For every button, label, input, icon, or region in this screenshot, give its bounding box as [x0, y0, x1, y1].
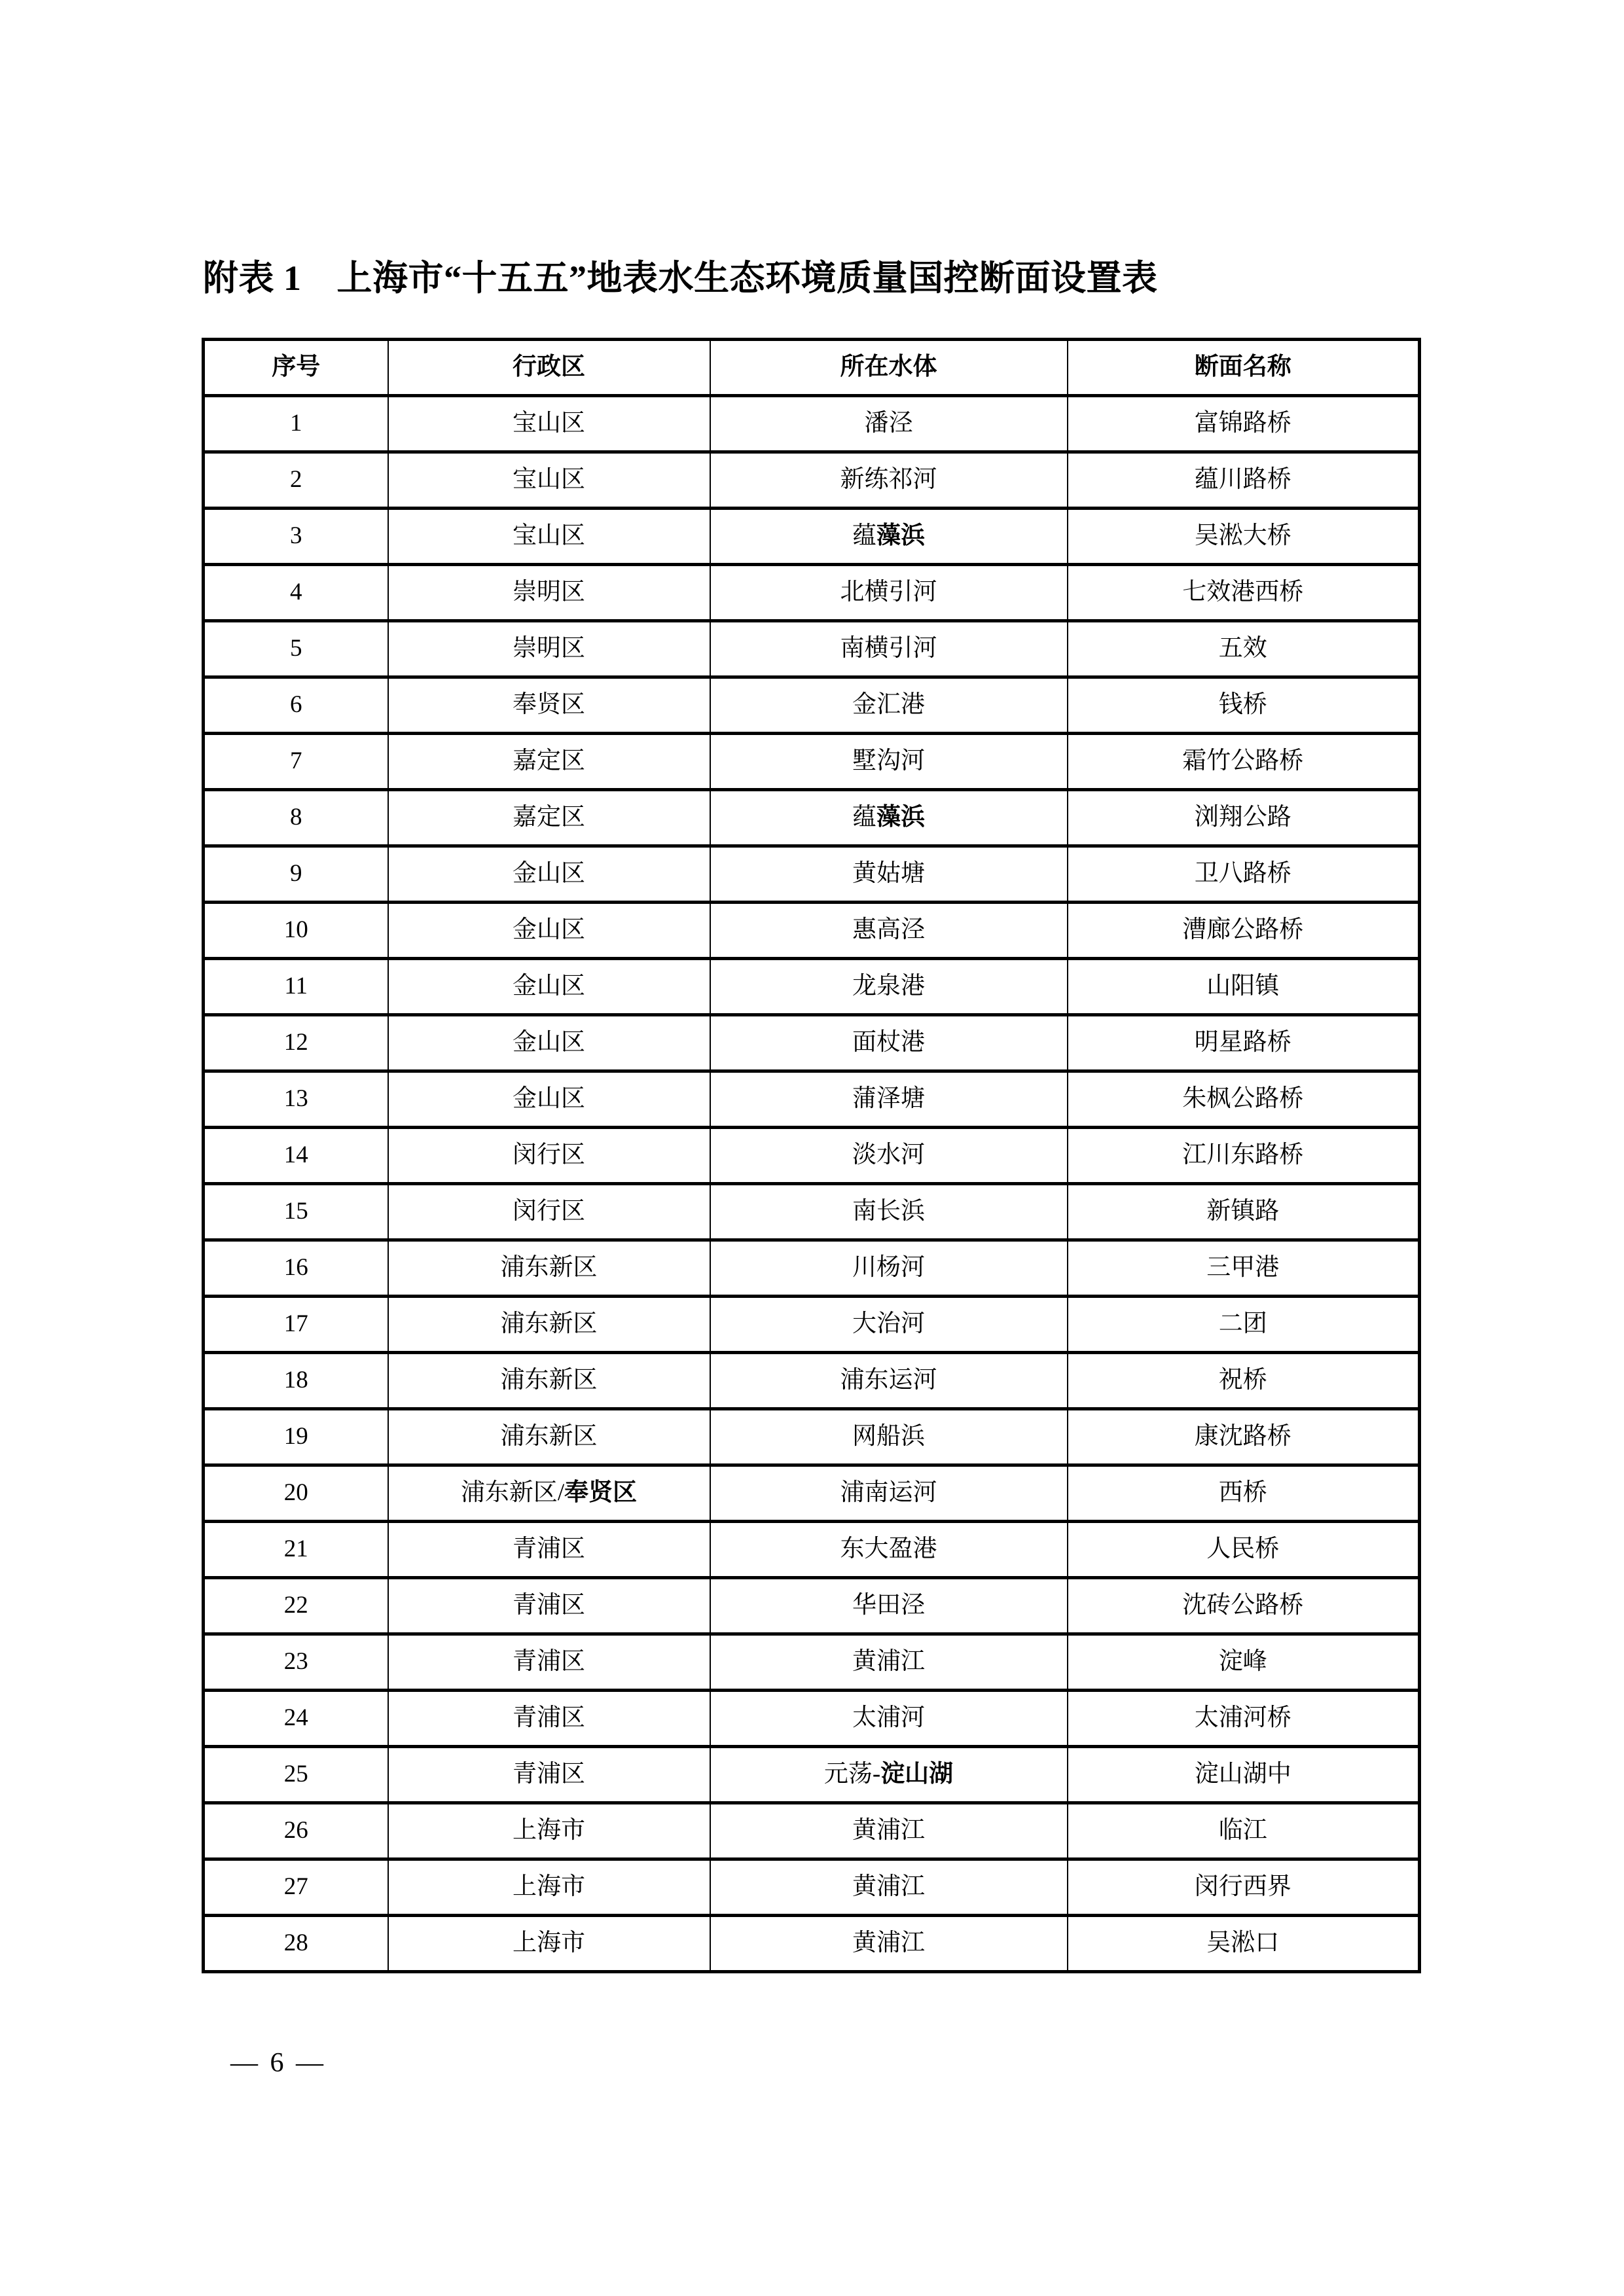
waterbody-plain: 太浦河: [852, 1704, 925, 1732]
cell-district: [388, 1803, 710, 1859]
waterbody-plain: 华田泾: [852, 1592, 925, 1619]
district-plain: 浦东新区: [500, 1423, 598, 1450]
cell-no: 13: [204, 1071, 388, 1128]
waterbody-plain: 新练祁河: [840, 466, 937, 493]
cell-district: [388, 959, 710, 1015]
table-row: [204, 1297, 1420, 1353]
waterbody-plain: 浦东运河: [840, 1367, 937, 1394]
cell-district: [388, 1747, 710, 1803]
cell-waterbody: [710, 565, 1068, 621]
cell-district: [388, 1465, 710, 1522]
waterbody-plain: 大治河: [852, 1310, 925, 1338]
district-plain: 上海市: [513, 1873, 585, 1901]
district-plain: 崇明区: [513, 579, 585, 606]
table-header: [204, 340, 1420, 396]
cell-section-name: 太浦河桥: [1068, 1691, 1420, 1747]
cell-no: 2: [204, 452, 388, 509]
district-plain: 金山区: [513, 916, 585, 944]
cell-section-name: 二团: [1068, 1297, 1420, 1353]
district-plain: 浦东新区: [500, 1367, 598, 1394]
district-plain: 奉贤区: [513, 691, 585, 719]
cell-district: [388, 1071, 710, 1128]
table-row: [204, 621, 1420, 677]
cell-no: 27: [204, 1859, 388, 1916]
waterbody-plain: 南横引河: [840, 635, 937, 662]
cell-waterbody: [710, 1747, 1068, 1803]
cell-no: 16: [204, 1240, 388, 1297]
cell-section-name: 康沈路桥: [1068, 1409, 1420, 1465]
cell-section-name: 山阳镇: [1068, 959, 1420, 1015]
district-plain: 崇明区: [513, 635, 585, 662]
cell-waterbody: [710, 396, 1068, 452]
table-row: [204, 565, 1420, 621]
cell-no: 14: [204, 1128, 388, 1184]
cell-section-name: 新镇路: [1068, 1184, 1420, 1240]
table-row: [204, 1465, 1420, 1522]
district-plain: 青浦区: [513, 1761, 585, 1788]
cell-waterbody: [710, 1859, 1068, 1916]
district-plain: 嘉定区: [513, 804, 585, 831]
waterbody-emphasis: 淀山湖: [880, 1761, 954, 1788]
cell-section-name: 吴淞口: [1068, 1916, 1420, 1972]
table-row: [204, 509, 1420, 565]
waterbody-plain: 蕴: [852, 804, 876, 831]
cell-waterbody: [710, 677, 1068, 734]
cell-section-name: 吴淞大桥: [1068, 509, 1420, 565]
district-plain: 青浦区: [513, 1704, 585, 1732]
cell-district: [388, 1015, 710, 1071]
table-row: [204, 1128, 1420, 1184]
cell-section-name: 闵行西界: [1068, 1859, 1420, 1916]
cell-no: 11: [204, 959, 388, 1015]
waterbody-plain: 淡水河: [852, 1141, 925, 1169]
cell-section-name: 沈砖公路桥: [1068, 1578, 1420, 1634]
table-row: [204, 1859, 1420, 1916]
waterbody-plain: 东大盈港: [840, 1535, 937, 1563]
monitoring-sections-table: [202, 338, 1421, 1973]
waterbody-plain: 川杨河: [852, 1254, 925, 1282]
cell-waterbody: [710, 790, 1068, 846]
cell-district: [388, 509, 710, 565]
waterbody-plain: 元荡-: [823, 1761, 881, 1788]
district-plain: 青浦区: [513, 1648, 585, 1676]
page-title: [203, 258, 1447, 298]
cell-district: [388, 1353, 710, 1409]
district-plain: 青浦区: [513, 1592, 585, 1619]
waterbody-plain: 蕴: [852, 522, 876, 550]
cell-waterbody: [710, 621, 1068, 677]
cell-no: 28: [204, 1916, 388, 1972]
cell-no: 7: [204, 734, 388, 790]
table-body: [204, 396, 1420, 1972]
waterbody-emphasis: 藻浜: [876, 522, 925, 550]
waterbody-plain: 南长浜: [852, 1198, 925, 1225]
column-header-section: 断面名称: [1068, 340, 1420, 396]
waterbody-plain: 网船浜: [852, 1423, 925, 1450]
cell-section-name: 西桥: [1068, 1465, 1420, 1522]
cell-waterbody: [710, 1634, 1068, 1691]
cell-no: 9: [204, 846, 388, 903]
cell-section-name: 祝桥: [1068, 1353, 1420, 1409]
cell-waterbody: [710, 846, 1068, 903]
cell-section-name: 漕廊公路桥: [1068, 903, 1420, 959]
cell-section-name: 江川东路桥: [1068, 1128, 1420, 1184]
cell-no: 24: [204, 1691, 388, 1747]
cell-section-name: 人民桥: [1068, 1522, 1420, 1578]
table-row: [204, 1691, 1420, 1747]
cell-district: [388, 1522, 710, 1578]
cell-section-name: 浏翔公路: [1068, 790, 1420, 846]
cell-section-name: 淀峰: [1068, 1634, 1420, 1691]
table-row: [204, 734, 1420, 790]
table-header-row: [204, 340, 1420, 396]
cell-no: 3: [204, 509, 388, 565]
waterbody-plain: 黄姑塘: [852, 860, 925, 888]
column-header-district: 行政区: [388, 340, 710, 396]
cell-no: 6: [204, 677, 388, 734]
cell-no: 8: [204, 790, 388, 846]
cell-no: 21: [204, 1522, 388, 1578]
cell-waterbody: [710, 1691, 1068, 1747]
cell-waterbody: [710, 452, 1068, 509]
table-row: [204, 959, 1420, 1015]
cell-no: 1: [204, 396, 388, 452]
cell-waterbody: [710, 1297, 1068, 1353]
district-plain: 上海市: [513, 1817, 585, 1844]
cell-waterbody: [710, 1916, 1068, 1972]
cell-district: [388, 903, 710, 959]
table-row: [204, 1353, 1420, 1409]
column-header-no: 序号: [204, 340, 388, 396]
table-row: [204, 790, 1420, 846]
waterbody-plain: 惠高泾: [852, 916, 925, 944]
waterbody-emphasis: 藻浜: [876, 804, 925, 831]
cell-section-name: 霜竹公路桥: [1068, 734, 1420, 790]
district-plain: 金山区: [513, 860, 585, 888]
table-row: [204, 1071, 1420, 1128]
cell-section-name: 卫八路桥: [1068, 846, 1420, 903]
cell-district: [388, 1859, 710, 1916]
cell-no: 19: [204, 1409, 388, 1465]
column-header-waterbody: 所在水体: [710, 340, 1068, 396]
cell-no: 10: [204, 903, 388, 959]
cell-section-name: 富锦路桥: [1068, 396, 1420, 452]
cell-district: [388, 1578, 710, 1634]
cell-waterbody: [710, 1240, 1068, 1297]
cell-waterbody: [710, 1015, 1068, 1071]
cell-section-name: 淀山湖中: [1068, 1747, 1420, 1803]
cell-no: 20: [204, 1465, 388, 1522]
district-plain: 闵行区: [513, 1198, 585, 1225]
district-plain: 金山区: [513, 1085, 585, 1113]
cell-waterbody: [710, 1128, 1068, 1184]
cell-section-name: 钱桥: [1068, 677, 1420, 734]
district-plain: 金山区: [513, 973, 585, 1000]
district-plain: 嘉定区: [513, 747, 585, 775]
cell-waterbody: [710, 509, 1068, 565]
cell-no: 5: [204, 621, 388, 677]
waterbody-plain: 龙泉港: [852, 973, 925, 1000]
table-row: [204, 396, 1420, 452]
title-main: 上海市“十五五”地表水生态环境质量国控断面设置表: [336, 259, 1158, 298]
waterbody-plain: 黄浦江: [852, 1873, 925, 1901]
cell-waterbody: [710, 734, 1068, 790]
table-row: [204, 1015, 1420, 1071]
district-plain: 宝山区: [513, 410, 585, 437]
cell-district: [388, 1691, 710, 1747]
district-plain: 青浦区: [513, 1535, 585, 1563]
cell-district: [388, 1184, 710, 1240]
district-plain: 闵行区: [513, 1141, 585, 1169]
cell-waterbody: [710, 1353, 1068, 1409]
cell-district: [388, 677, 710, 734]
district-plain: 宝山区: [513, 466, 585, 493]
cell-district: [388, 1297, 710, 1353]
cell-district: [388, 1128, 710, 1184]
table-row: [204, 1409, 1420, 1465]
cell-no: 4: [204, 565, 388, 621]
table-row: [204, 1184, 1420, 1240]
cell-waterbody: [710, 1409, 1068, 1465]
cell-district: [388, 1240, 710, 1297]
cell-no: 18: [204, 1353, 388, 1409]
cell-no: 15: [204, 1184, 388, 1240]
table-row: [204, 1240, 1420, 1297]
cell-district: [388, 1634, 710, 1691]
waterbody-plain: 潘泾: [864, 410, 913, 437]
cell-section-name: 蕴川路桥: [1068, 452, 1420, 509]
cell-no: 25: [204, 1747, 388, 1803]
cell-no: 12: [204, 1015, 388, 1071]
cell-district: [388, 790, 710, 846]
cell-district: [388, 1409, 710, 1465]
cell-section-name: 五效: [1068, 621, 1420, 677]
cell-waterbody: [710, 1071, 1068, 1128]
cell-waterbody: [710, 1578, 1068, 1634]
cell-section-name: 三甲港: [1068, 1240, 1420, 1297]
waterbody-plain: 黄浦江: [852, 1648, 925, 1676]
cell-section-name: 临江: [1068, 1803, 1420, 1859]
table-row: [204, 846, 1420, 903]
district-plain: 宝山区: [513, 522, 585, 550]
cell-district: [388, 1916, 710, 1972]
cell-no: 26: [204, 1803, 388, 1859]
table-row: [204, 452, 1420, 509]
waterbody-plain: 北横引河: [840, 579, 937, 606]
cell-district: [388, 452, 710, 509]
cell-waterbody: [710, 903, 1068, 959]
cell-no: 23: [204, 1634, 388, 1691]
cell-section-name: 明星路桥: [1068, 1015, 1420, 1071]
district-plain: 浦东新区: [500, 1254, 598, 1282]
cell-waterbody: [710, 1184, 1068, 1240]
waterbody-plain: 蒲泽塘: [852, 1085, 925, 1113]
cell-section-name: 七效港西桥: [1068, 565, 1420, 621]
table-row: [204, 1634, 1420, 1691]
waterbody-plain: 金汇港: [852, 691, 925, 719]
cell-waterbody: [710, 1522, 1068, 1578]
table-row: [204, 1803, 1420, 1859]
title-prefix: 附表 1: [203, 259, 302, 298]
table-row: [204, 677, 1420, 734]
district-plain: 浦东新区/: [460, 1479, 565, 1507]
cell-district: [388, 734, 710, 790]
table-row: [204, 1916, 1420, 1972]
waterbody-plain: 黄浦江: [852, 1929, 925, 1957]
cell-district: [388, 621, 710, 677]
table-row: [204, 903, 1420, 959]
cell-district: [388, 396, 710, 452]
table-row: [204, 1522, 1420, 1578]
table-row: [204, 1578, 1420, 1634]
district-plain: 上海市: [513, 1929, 585, 1957]
waterbody-plain: 面杖港: [852, 1029, 925, 1056]
cell-waterbody: [710, 1803, 1068, 1859]
waterbody-plain: 墅沟河: [852, 747, 925, 775]
waterbody-plain: 浦南运河: [840, 1479, 937, 1507]
table-row: [204, 1747, 1420, 1803]
cell-no: 22: [204, 1578, 388, 1634]
monitoring-sections-table-wrapper: [202, 338, 1418, 1973]
cell-section-name: 朱枫公路桥: [1068, 1071, 1420, 1128]
waterbody-plain: 黄浦江: [852, 1817, 925, 1844]
district-plain: 金山区: [513, 1029, 585, 1056]
cell-no: 17: [204, 1297, 388, 1353]
page-number: — 6 —: [230, 2048, 326, 2078]
cell-waterbody: [710, 959, 1068, 1015]
cell-district: [388, 846, 710, 903]
cell-waterbody: [710, 1465, 1068, 1522]
district-plain: 浦东新区: [500, 1310, 598, 1338]
district-emphasis: 奉贤区: [564, 1479, 638, 1507]
cell-district: [388, 565, 710, 621]
